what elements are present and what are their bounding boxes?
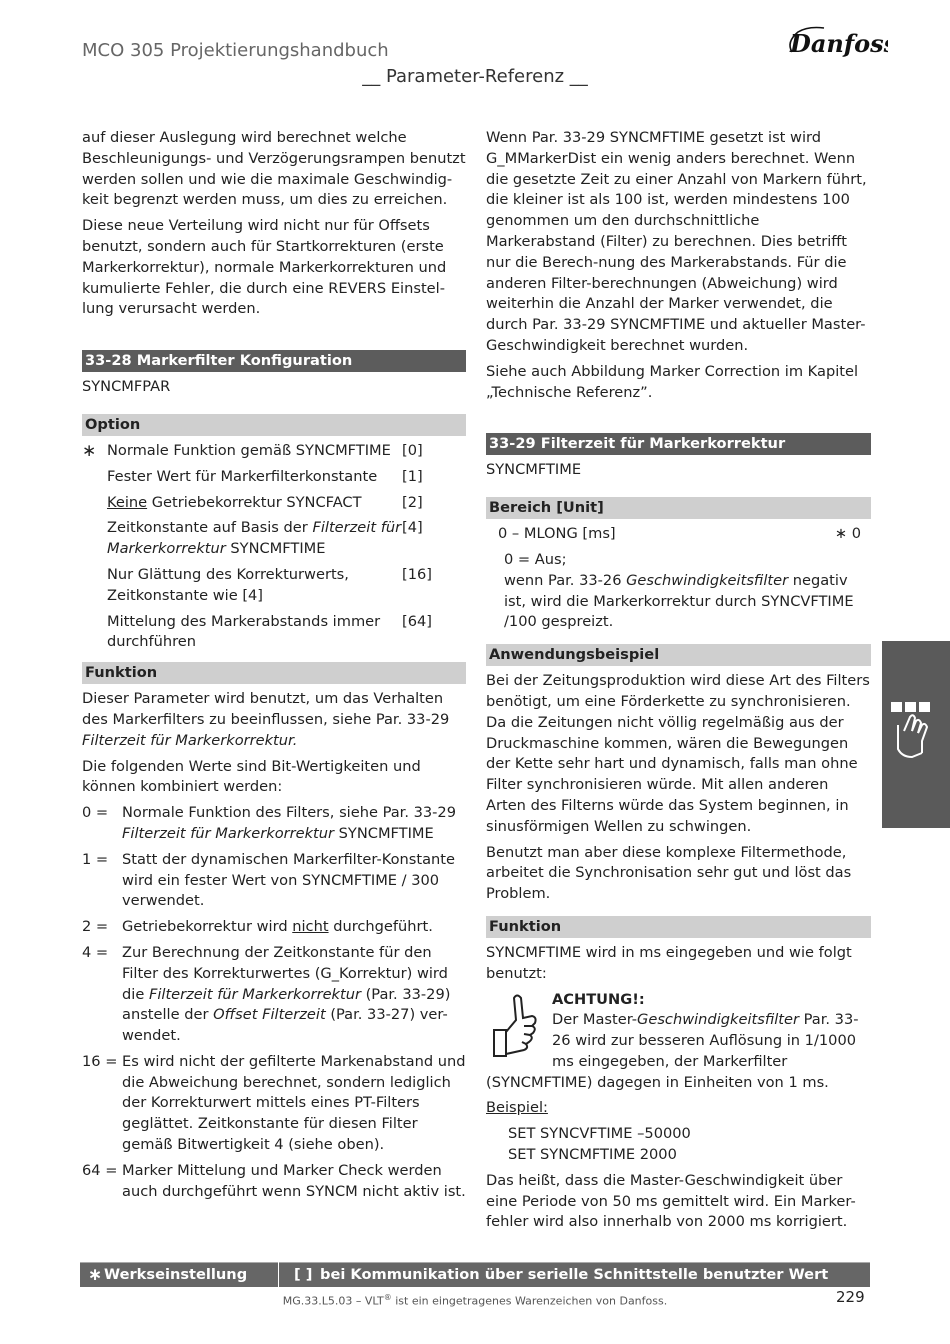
- function-paragraph: Dieser Parameter wird benutzt, um das Verhalten des Markerfilters zu beeinflussen, siehe Par. 33-29 Filterzeit für Markerkorrektur.: [82, 690, 450, 749]
- default-star: ∗: [82, 440, 97, 461]
- left-column: [82, 128, 466, 1207]
- function-heading: Funktion: [82, 662, 466, 684]
- hand-pointer-icon: [882, 641, 950, 828]
- section-title: __ Parameter-Referenz __: [362, 66, 588, 87]
- right-column: [486, 128, 871, 1238]
- example-heading: Anwendungsbeispiel: [486, 644, 871, 666]
- option-label: Keine Getriebekorrektur SYNCFACT: [107, 493, 362, 511]
- bit-text: Statt der dynamischen Markerfilter-Konstante wird ein fester Wert von SYNCMFTIME / 300 verwendet.: [122, 850, 455, 910]
- warning-box: [486, 990, 871, 1073]
- option-label: Zeitkonstante auf Basis der Filterzeit für Markerkorrektur SYNCMFTIME: [107, 519, 402, 558]
- parameter-name: SYNCMFTIME: [486, 461, 582, 479]
- footer-legend-serial: bei Kommunikation über serielle Schnittstelle benutzter Wert: [320, 1266, 829, 1283]
- bit-item: [82, 850, 466, 912]
- intro-paragraph: Wenn Par. 33-29 SYNCMFTIME gesetzt ist wird G_MMarkerDist ein wenig anders berechnet. Wenn die gesetzte Zeit zu einer Anzahl von Markern führt, die kleiner ist als 100 ist, werden mindestens 100 genommen um den durchschnittliche Markerabstand (Filter) zu berechnen. Dies betrifft nur die Berech-nung des Markerabstands. Für die anderen Filter-berechnungen (Abweichung) wird weiterhin die Anzahl der Marker verwendet, die durch Par. 33-29 SYNCMFTIME und aktueller Master-Geschwindigkeit berechnet wurden.: [486, 129, 867, 354]
- bit-text: Getriebekorrektur wird nicht durchgeführt.: [122, 918, 433, 936]
- page-number: 229: [836, 1288, 865, 1306]
- range-value: 0 – MLONG [ms]: [498, 525, 616, 543]
- bit-key: 0 =: [82, 804, 109, 822]
- option-code: [16]: [402, 565, 432, 583]
- bit-item: [82, 1161, 466, 1203]
- bit-item: [82, 1052, 466, 1156]
- code-block: SET SYNCVFTIME –50000 SET SYNCMFTIME 2000: [508, 1125, 691, 1164]
- footer-legend-bar: [80, 1262, 870, 1287]
- final-paragraph: Das heißt, dass die Master-Geschwindigkeit über eine Periode von 50 ms gemittelt wird. Ein Marker-fehler wird also innerhalb von 2000 ms korrigiert.: [486, 1171, 856, 1231]
- hand-warning-icon: [486, 990, 552, 1073]
- footer-legend-bracket: [ ]: [294, 1266, 313, 1283]
- parameter-title: 33-29 Filterzeit für Markerkorrektur: [486, 433, 871, 455]
- option-row: [82, 493, 466, 514]
- range-note: 0 = Aus; wenn Par. 33-26 Geschwindigkeitsfilter negativ ist, wird die Markerkorrektur durch SYNCVFTIME /100 gespreizt.: [504, 550, 854, 631]
- bit-key: 2 =: [82, 918, 109, 936]
- option-code: [1]: [402, 467, 423, 485]
- warning-text-continued: (SYNCMFTIME) dagegen in Einheiten von 1 ms.: [486, 1073, 829, 1091]
- bit-item: [82, 943, 466, 1047]
- danfoss-logo: [784, 22, 888, 66]
- option-heading: Option: [82, 414, 466, 436]
- parameter-title: 33-28 Markerfilter Konfiguration: [82, 350, 466, 372]
- option-code: [64]: [402, 612, 432, 630]
- intro-paragraph: Siehe auch Abbildung Marker Correction im Kapitel „Technische Referenz”.: [486, 362, 859, 401]
- option-row: [82, 565, 466, 607]
- range-heading: Bereich [Unit]: [486, 497, 871, 519]
- function-paragraph: Die folgenden Werte sind Bit-Wertigkeiten und können kombiniert werden:: [82, 757, 421, 796]
- bit-key: 1 =: [82, 850, 109, 868]
- bit-text: Zur Berechnung der Zeitkonstante für den Filter des Korrekturwertes (G_Korrektur) wird die Filterzeit für Markerkorrektur (Par. 33-29) anstelle der Offset Filterzeit (Par. 33-27) ver-wendet.: [122, 943, 451, 1045]
- bit-key: 64 =: [82, 1161, 118, 1179]
- range-row: [486, 524, 871, 545]
- option-row: [82, 441, 466, 462]
- bit-item: [82, 803, 466, 845]
- option-label: Fester Wert für Markerfilterkonstante: [107, 467, 378, 485]
- intro-paragraph: auf dieser Auslegung wird berechnet welche Beschleunigungs- und Verzögerungsrampen benutzt werden sollen und wie die maximale Geschwindig-keit begrenzt werden muss, um dies zu erreichen.: [82, 129, 466, 209]
- bit-text: Normale Funktion des Filters, siehe Par. 33-29 Filterzeit für Markerkorrektur SYNCMFTIME: [122, 804, 457, 842]
- option-row: [82, 467, 466, 488]
- option-label: Normale Funktion gemäß SYNCMFTIME: [107, 441, 391, 459]
- intro-paragraph: Diese neue Verteilung wird nicht nur für Offsets benutzt, sondern auch für Startkorrekturen (erste Markerkorrektur), normale Markerkorrekturen und kumulierte Fehler, die durch eine REVERS Einstel-lung verursacht werden.: [82, 217, 447, 318]
- default-star: ∗: [88, 1265, 103, 1285]
- function-heading: Funktion: [486, 916, 871, 938]
- footer-legend-default: Werkseinstellung: [104, 1266, 248, 1283]
- warning-text: Der Master-Geschwindigkeitsfilter Par. 33-26 wird zur besseren Auflösung in 1/1000 ms eingegeben, der Markerfilter: [552, 1011, 859, 1070]
- bit-item: [82, 917, 466, 938]
- bit-text: Marker Mittelung und Marker Check werden auch durchgeführt wenn SYNCM nicht aktiv ist.: [122, 1161, 466, 1200]
- bit-text: Es wird nicht der gefilterte Markenabstand und die Abweichung berechnet, sondern lediglich der Korrekturwert mittels eines PT-Filters geglättet. Zeitkonstante für diesen Filter gemäß Bitwertigkeit 4 (siehe oben).: [122, 1052, 466, 1154]
- option-label: Mittelung des Markerabstands immer durchführen: [107, 612, 381, 651]
- bit-key: 4 =: [82, 943, 109, 961]
- bit-key: 16 =: [82, 1052, 118, 1070]
- option-row: [82, 518, 466, 560]
- chapter-tab: [882, 641, 950, 828]
- example-label: Beispiel:: [486, 1099, 548, 1117]
- option-label: Nur Glättung des Korrekturwerts, Zeitkonstante wie [4]: [107, 565, 349, 604]
- document-title: MCO 305 Projektierungshandbuch: [82, 40, 389, 61]
- warning-title: ACHTUNG!:: [552, 990, 645, 1008]
- footer-trademark: MG.33.L5.03 – VLT® ist ein eingetragenes Warenzeichen von Danfoss.: [282, 1293, 668, 1308]
- range-default: ∗ 0: [834, 525, 861, 543]
- option-code: [2]: [402, 493, 423, 511]
- option-code: [4]: [402, 519, 423, 537]
- function-paragraph: SYNCMFTIME wird in ms eingegeben und wie folgt benutzt:: [486, 943, 852, 982]
- example-paragraph: Bei der Zeitungsproduktion wird diese Art des Filters benötigt, um eine Förderkette zu synchronisieren. Da die Zeitungen nicht völlig regelmäßig aus der Druckmaschine kommen, wären die Bewegungen der Kette sehr hart und dynamisch, falls man ohne Filter synchronisieren würde. Mit allen anderen Arten des Filterns würde das System beginnen, in sinusförmigen Wellen zu schwingen.: [486, 672, 870, 835]
- parameter-name: SYNCMFPAR: [82, 378, 171, 396]
- option-row: [82, 612, 466, 654]
- option-code: [0]: [402, 441, 423, 459]
- svg-text:Danfoss: Danfoss: [790, 29, 888, 58]
- example-paragraph: Benutzt man aber diese komplexe Filtermethode, arbeitet die Synchronisation sehr gut und löst das Problem.: [486, 843, 852, 903]
